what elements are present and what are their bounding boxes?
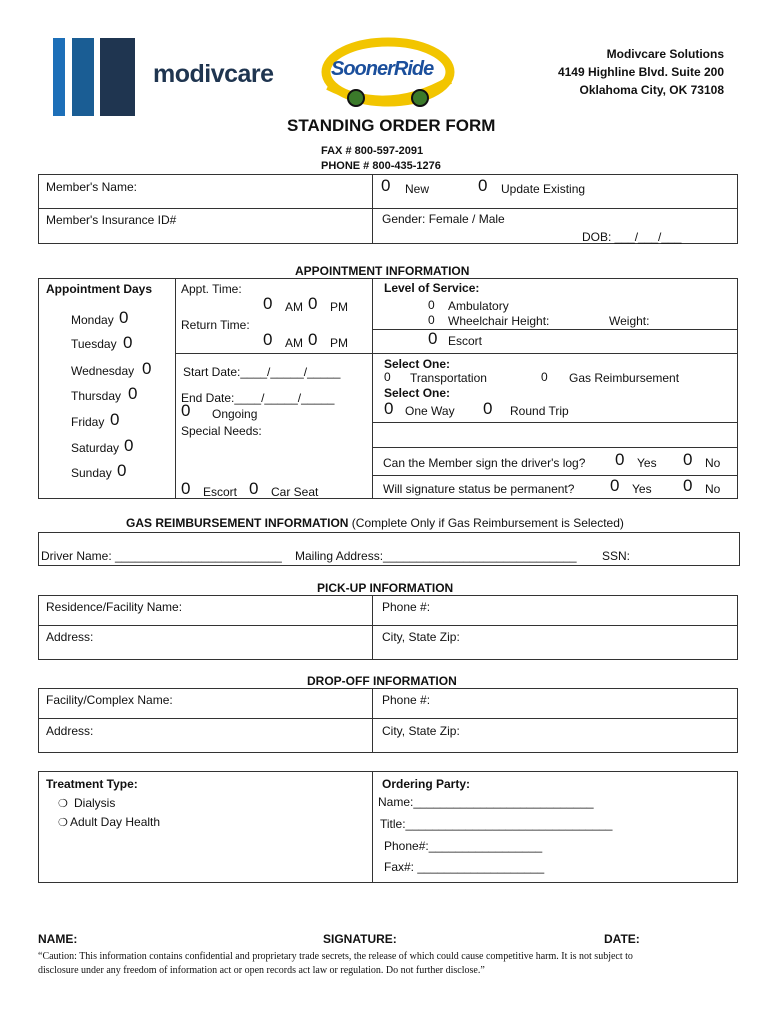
pickup-phone-label: Phone #: [382,600,431,614]
dropoff-address-label: Address: [46,724,94,738]
end-date-field[interactable]: End Date:____/_____/_____ [181,391,335,405]
escort-label: Escort [448,334,483,348]
day-radio[interactable]: 0 [119,308,129,327]
day-label: Wednesday [71,364,135,378]
dropoff-city-label: City, State Zip: [382,724,460,738]
ordering-fax-field[interactable]: Fax#: ___________________ [384,860,545,874]
sign-log-no-radio[interactable]: 0 [683,450,693,469]
permanent-no-label: No [705,482,721,496]
pickup-address-label: Address: [46,630,94,644]
logo-bar-3 [100,38,135,116]
adult-day-checkbox[interactable]: ❍ [58,817,68,829]
day-label: Monday [71,313,114,327]
round-trip-label: Round Trip [510,404,569,418]
ordering-phone-field[interactable]: Phone#:_________________ [384,839,543,853]
ongoing-label: Ongoing [212,407,258,421]
return-am-label: AM [285,336,303,350]
appt-time-label: Appt. Time: [181,282,242,296]
gas-reimbursement-radio[interactable]: 0 [541,370,548,384]
select-one-title-2: Select One: [384,386,451,400]
one-way-radio[interactable]: 0 [384,399,394,418]
pickup-facility-label: Residence/Facility Name: [46,600,183,614]
treatment-type-title: Treatment Type: [46,777,138,791]
ambulatory-radio[interactable]: 0 [428,298,435,312]
day-radio[interactable]: 0 [128,384,138,403]
logo-bar-1 [53,38,65,116]
mailing-address-field[interactable]: Mailing Address:_____________________________ [295,549,577,563]
dialysis-checkbox[interactable]: ❍ [58,798,68,810]
special-needs-label: Special Needs: [181,424,262,438]
day-label: Sunday [71,466,112,480]
level-of-service-title: Level of Service: [384,281,480,295]
dialysis-label: Dialysis [74,796,116,810]
ordering-title-field[interactable]: Title:_______________________________ [380,817,613,831]
day-label: Saturday [71,441,120,455]
gas-reimbursement-label: Gas Reimbursement [569,371,680,385]
sign-log-question: Can the Member sign the driver's log? [383,456,586,470]
round-trip-radio[interactable]: 0 [483,399,493,418]
ssn-field[interactable]: SSN: [602,549,631,563]
sign-log-yes-radio[interactable]: 0 [615,450,625,469]
car-seat-label: Car Seat [271,485,319,499]
ordering-party-title: Ordering Party: [382,777,471,791]
special-escort-label: Escort [203,485,238,499]
signature-date-label: DATE: [604,932,640,946]
ambulatory-label: Ambulatory [448,299,509,313]
sign-log-no-label: No [705,456,721,470]
gas-section-title: GAS REIMBURSEMENT INFORMATION [126,516,349,530]
permanent-question: Will signature status be permanent? [383,482,575,496]
gender-label: Gender: Female / Male [382,212,505,226]
start-date-field[interactable]: Start Date:____/_____/_____ [183,365,341,379]
signature-name-label: NAME: [38,932,78,946]
day-radio[interactable]: 0 [124,436,134,455]
insurance-id-label: Member's Insurance ID# [46,213,177,227]
gas-section-heading [126,516,624,530]
ordering-name-field[interactable]: Name:___________________________ [378,795,594,809]
driver-name-field[interactable]: Driver Name: _________________________ [41,549,282,563]
dropoff-phone-label: Phone #: [382,693,431,707]
one-way-label: One Way [405,404,455,418]
day-label: Tuesday [71,337,117,351]
day-radio[interactable]: 0 [142,359,152,378]
permanent-yes-label: Yes [632,482,652,496]
pickup-city-label: City, State Zip: [382,630,460,644]
appointment-section-title: APPOINTMENT INFORMATION [295,264,470,278]
day-label: Thursday [71,389,122,403]
fax-number: FAX # 800-597-2091 [321,145,424,157]
dropoff-facility-label: Facility/Complex Name: [46,693,173,707]
company-name: Modivcare Solutions [606,47,724,61]
car-seat-radio[interactable]: 0 [249,479,259,498]
update-existing-label: Update Existing [501,182,586,196]
new-radio[interactable]: 0 [381,176,391,195]
logo-wordmark: modivcare [153,60,274,88]
appt-pm-label: PM [330,300,348,314]
gas-section-note: (Complete Only if Gas Reimbursement is Selected) [351,516,624,530]
transportation-radio[interactable]: 0 [384,370,391,384]
phone-number: PHONE # 800-435-1276 [321,160,441,172]
adult-day-label: Adult Day Health [70,815,161,829]
caution-line-2: disclosure under any freedom of information act or open records act law or regulation. Do not further disclose.” [38,965,485,976]
appt-am-label: AM [285,300,303,314]
select-one-title-1: Select One: [384,357,451,371]
return-pm-radio[interactable]: 0 [308,330,318,349]
return-pm-label: PM [330,336,348,350]
appt-am-radio[interactable]: 0 [263,294,273,313]
permanent-no-radio[interactable]: 0 [683,476,693,495]
wheelchair-label: Wheelchair Height: [448,314,550,328]
return-am-radio[interactable]: 0 [263,330,273,349]
weight-label: Weight: [609,314,650,328]
special-escort-radio[interactable]: 0 [181,479,191,498]
ongoing-radio[interactable]: 0 [181,401,191,420]
day-radio[interactable]: 0 [117,461,127,480]
pickup-section-title: PICK-UP INFORMATION [317,581,454,595]
member-name-label: Member's Name: [46,180,137,194]
update-existing-radio[interactable]: 0 [478,176,488,195]
form-title: STANDING ORDER FORM [287,116,496,135]
transportation-label: Transportation [410,371,487,385]
day-radio[interactable]: 0 [123,333,133,352]
dob-label: DOB: ___/___/___ [582,230,682,244]
company-address-line1: 4149 Highline Blvd. Suite 200 [557,65,724,79]
signature-signature-label: SIGNATURE: [323,932,397,946]
caution-line-1: “Caution: This information contains confidential and proprietary trade secrets, the release of which could cause competitive harm. It is not subject to [38,951,633,962]
wheelchair-radio[interactable]: 0 [428,313,435,327]
appt-pm-radio[interactable]: 0 [308,294,318,313]
sign-log-yes-label: Yes [637,456,657,470]
dropoff-section-title: DROP-OFF INFORMATION [307,674,457,688]
day-label: Friday [71,415,105,429]
day-radio[interactable]: 0 [110,410,120,429]
escort-radio[interactable]: 0 [428,329,438,348]
permanent-yes-radio[interactable]: 0 [610,476,620,495]
return-time-label: Return Time: [181,318,250,332]
new-label: New [405,182,430,196]
appointment-days-title: Appointment Days [46,282,153,296]
logo-bar-2 [72,38,94,116]
company-address-line2: Oklahoma City, OK 73108 [579,83,724,97]
sooner-ride-wordmark: SoonerRide [331,58,434,80]
